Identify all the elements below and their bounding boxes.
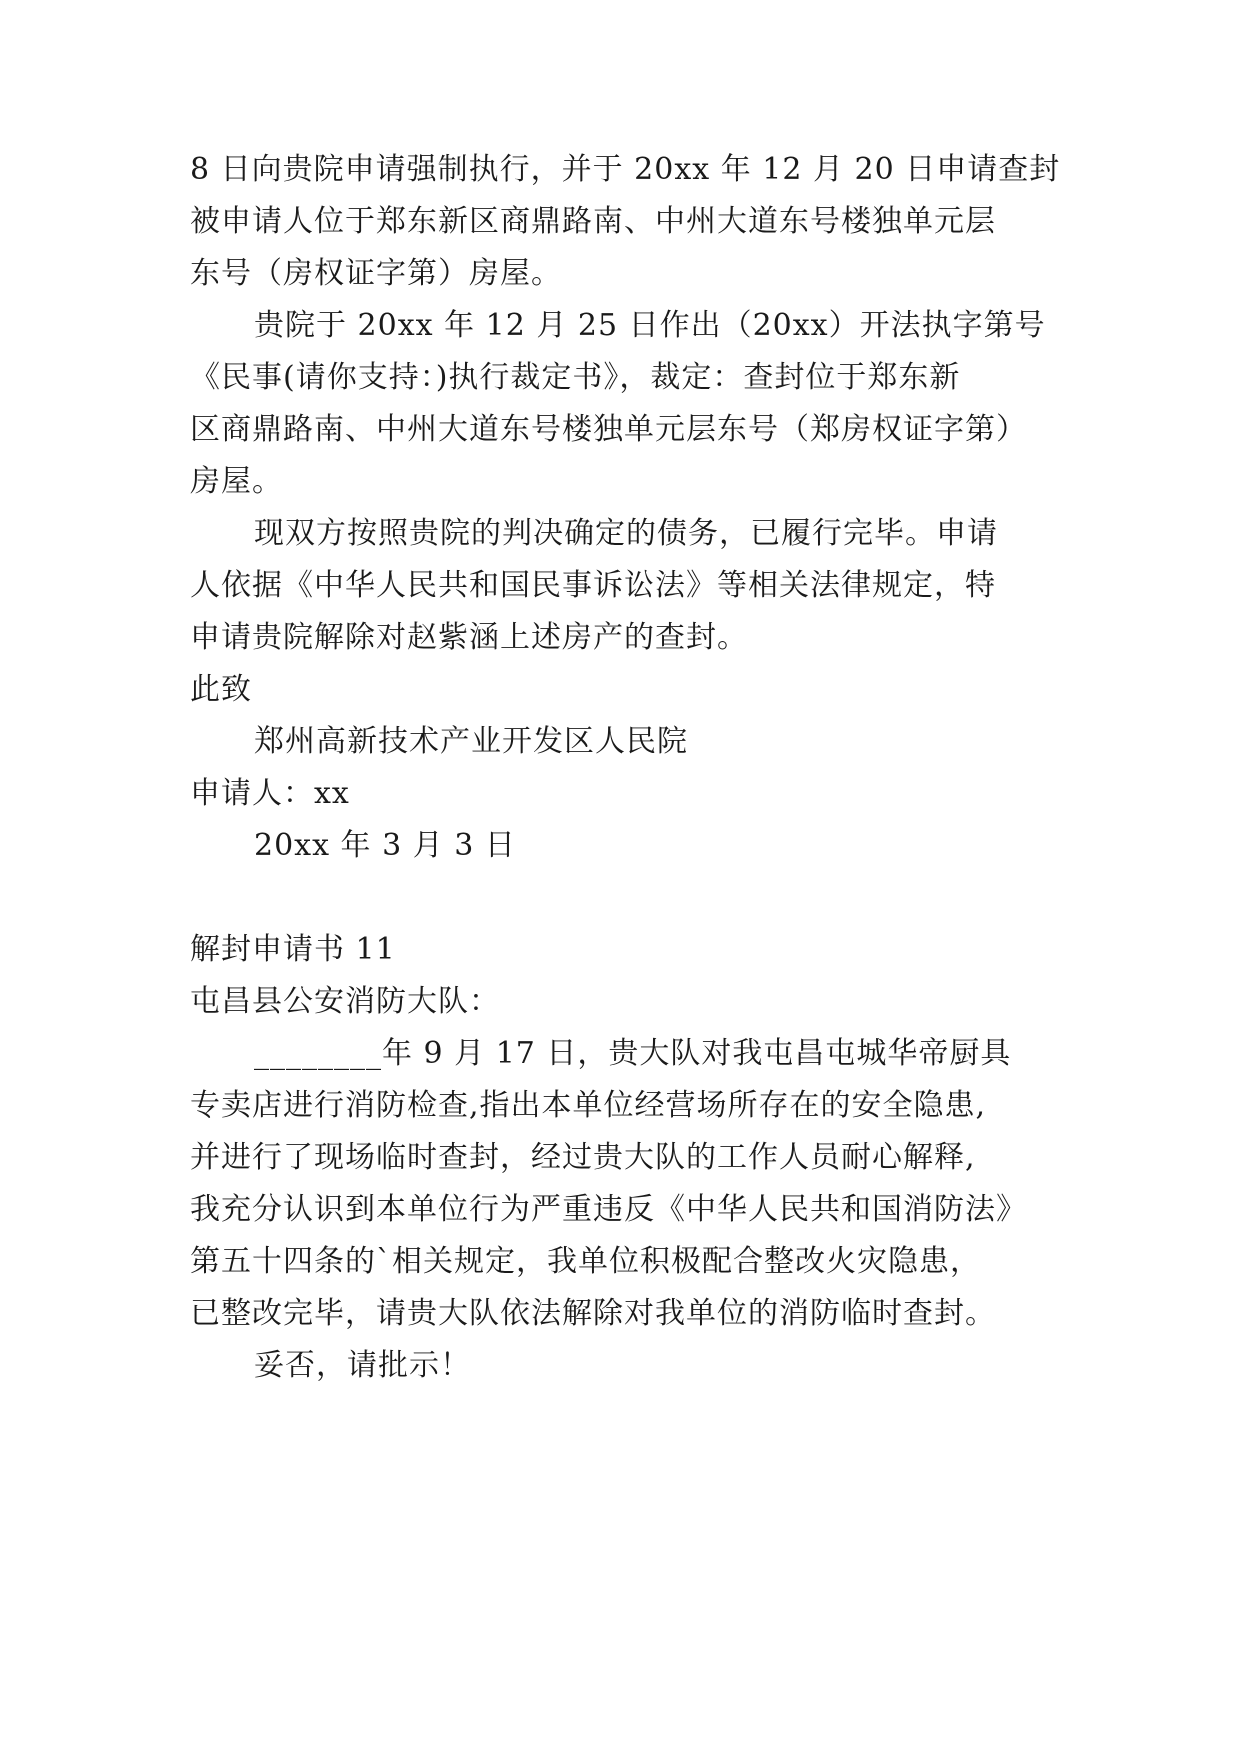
text-line: ________年 9 月 17 日，贵大队对我屯昌屯城华帝厨具 xyxy=(254,1036,1012,1071)
text-line: 我充分认识到本单位行为严重违反《中华人民共和国消防法》 xyxy=(190,1192,1027,1227)
text-line: 东号（房权证字第）房屋。 xyxy=(190,256,562,291)
text-line: 贵院于 20xx 年 12 月 25 日作出（20xx）开法执字第号 xyxy=(254,308,1046,343)
text-line: 区商鼎路南、中州大道东号楼独单元层东号（郑房权证字第） xyxy=(190,412,1027,447)
section-title: 解封申请书 11 xyxy=(190,932,396,967)
text-line: 申请贵院解除对赵紫涵上述房产的查封。 xyxy=(190,620,748,655)
salutation: 此致 xyxy=(190,672,252,707)
date: 20xx 年 3 月 3 日 xyxy=(254,828,516,863)
text-line: 《民事(请你支持：)执行裁定书》，裁定：查封位于郑东新 xyxy=(190,360,961,395)
text-line: 8 日向贵院申请强制执行，并于 20xx 年 12 月 20 日申请查封 xyxy=(190,152,1061,187)
addressee: 屯昌县公安消防大队： xyxy=(190,984,500,1019)
text-line: 第五十四条的`相关规定，我单位积极配合整改火灾隐患， xyxy=(190,1244,981,1279)
closing: 妥否，请批示！ xyxy=(254,1348,471,1383)
text-line: 人依据《中华人民共和国民事诉讼法》等相关法律规定，特 xyxy=(190,568,996,603)
text-line: 现双方按照贵院的判决确定的债务，已履行完毕。申请 xyxy=(254,516,998,551)
text-line: 房屋。 xyxy=(190,464,283,499)
recipient: 郑州高新技术产业开发区人民院 xyxy=(254,724,688,759)
applicant: 申请人：xx xyxy=(190,776,350,811)
text-line: 并进行了现场临时查封，经过贵大队的工作人员耐心解释, xyxy=(190,1140,976,1175)
text-line: 被申请人位于郑东新区商鼎路南、中州大道东号楼独单元层 xyxy=(190,204,996,239)
text-line: 专卖店进行消防检查,指出本单位经营场所存在的安全隐患, xyxy=(190,1088,987,1123)
text-line: 已整改完毕，请贵大队依法解除对我单位的消防临时查封。 xyxy=(190,1296,996,1331)
